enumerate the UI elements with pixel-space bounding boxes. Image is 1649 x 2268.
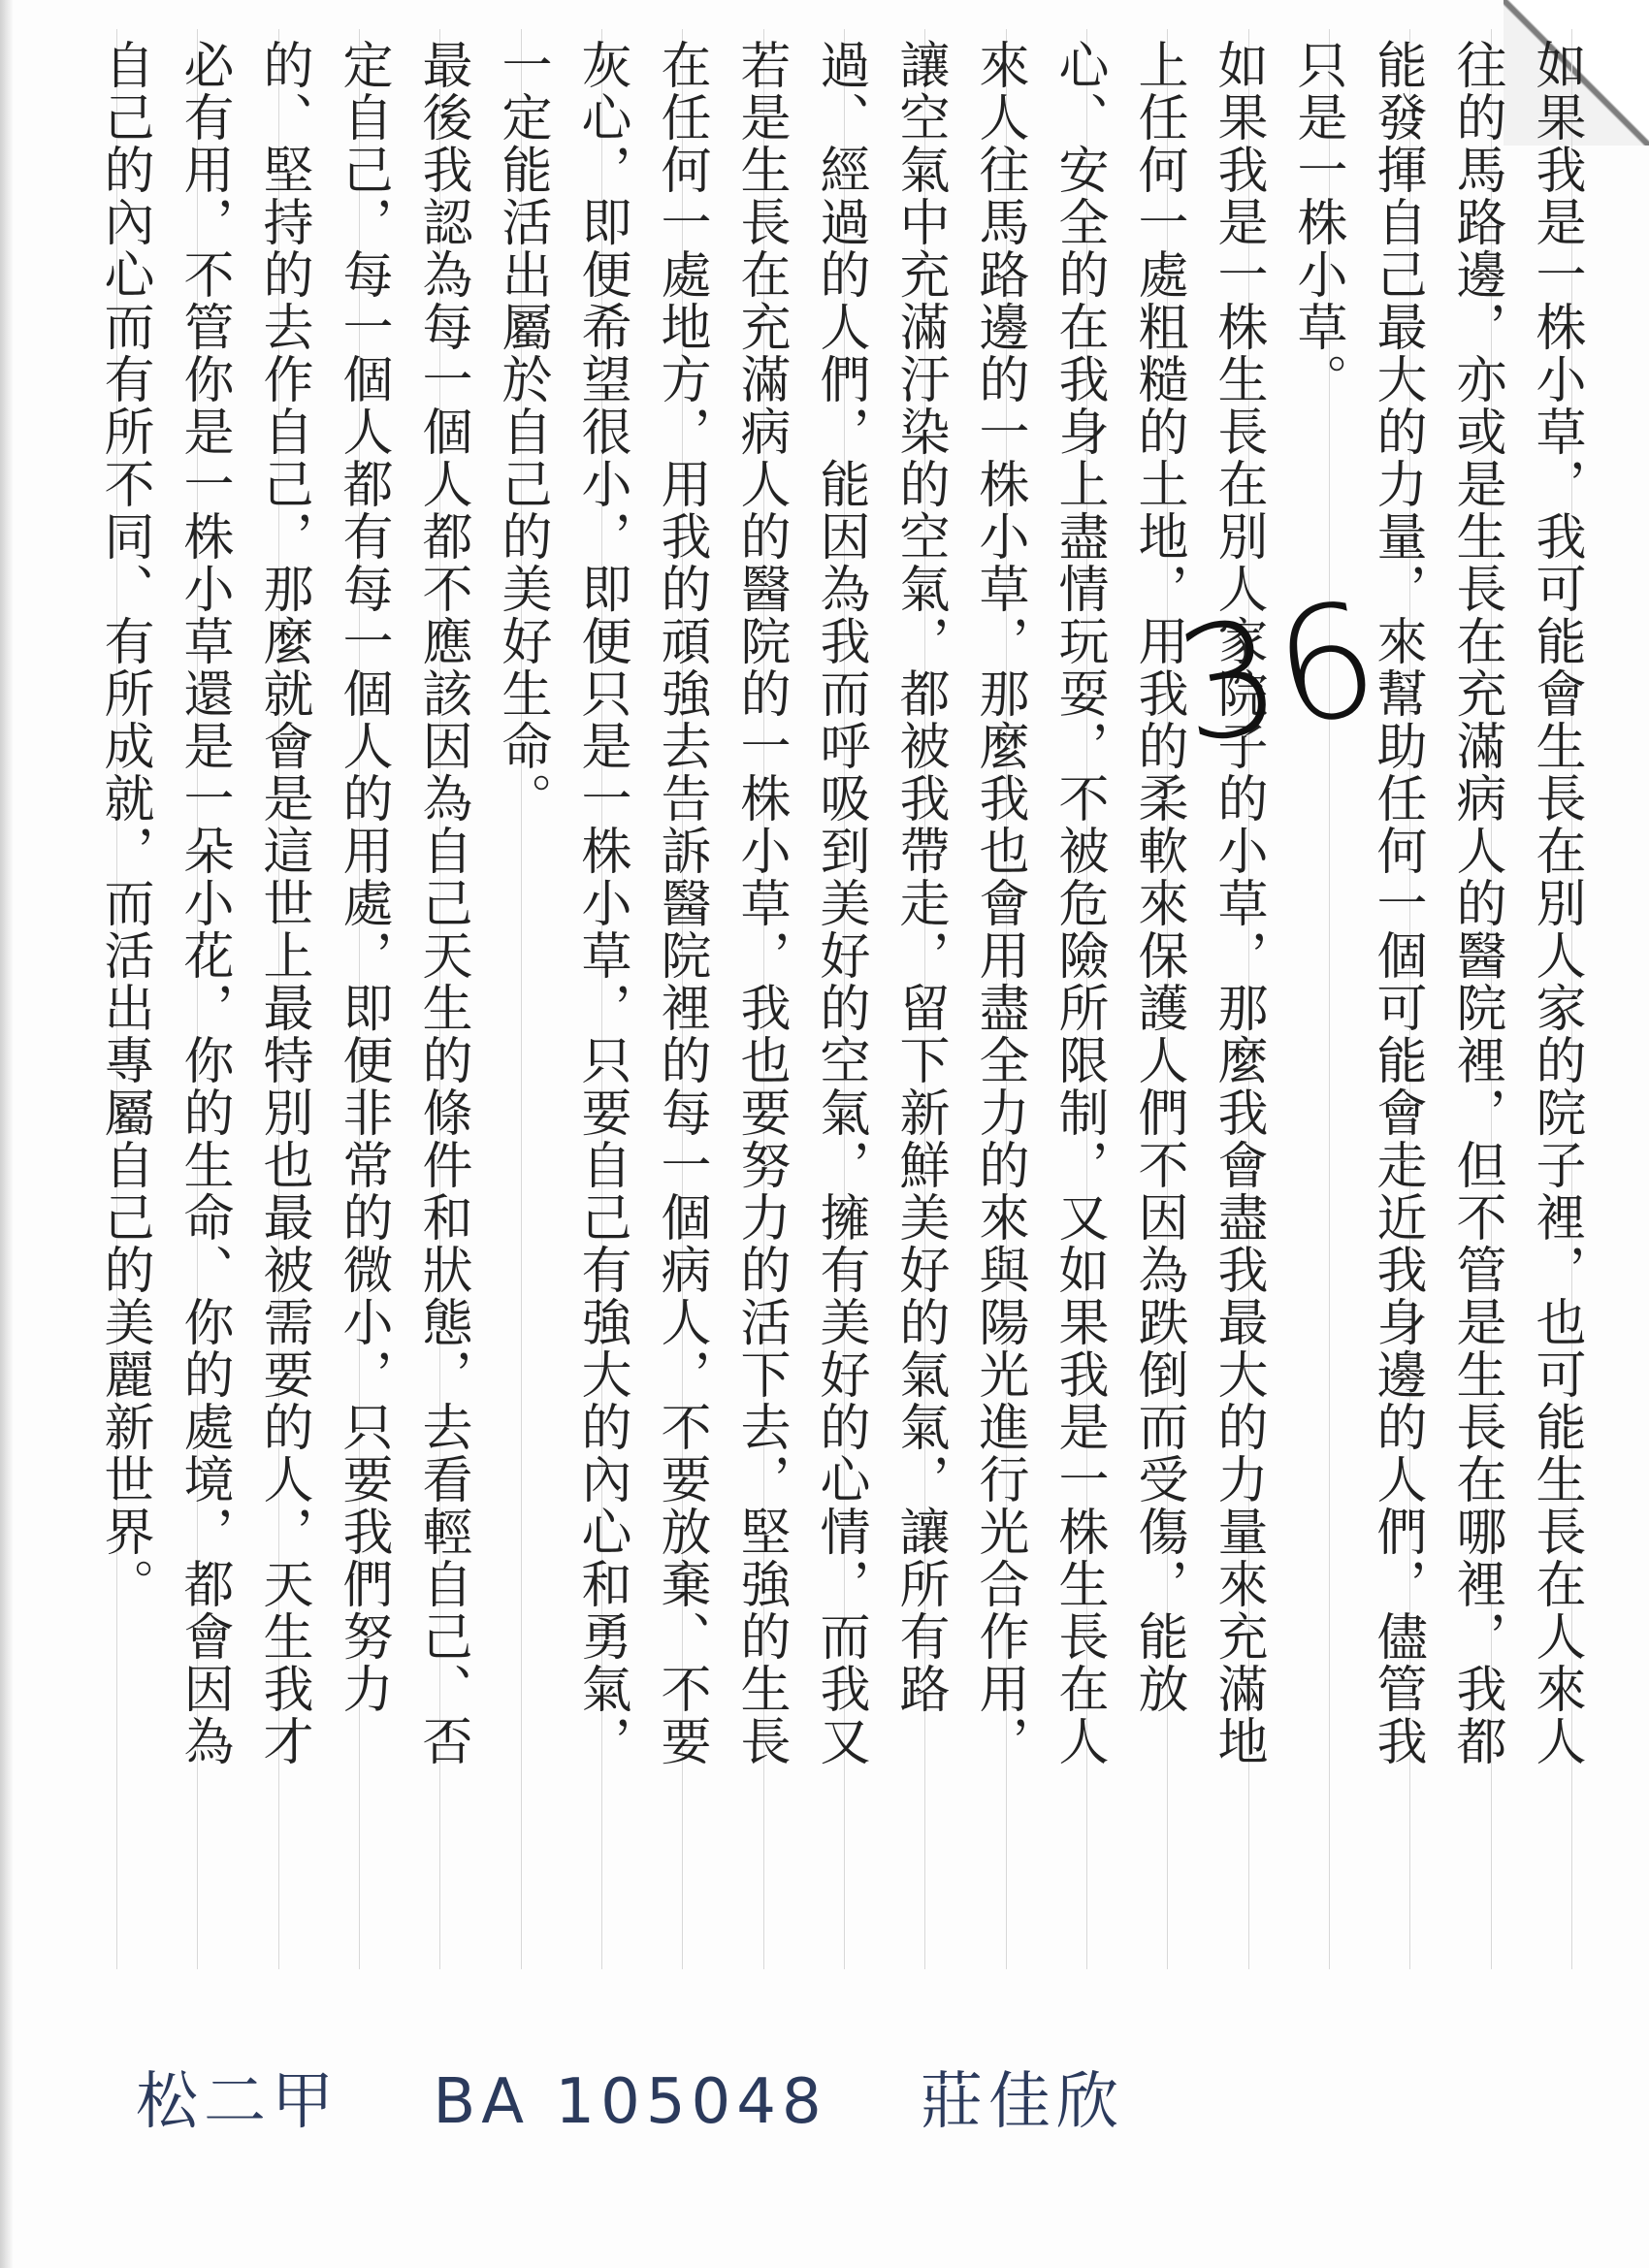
essay-paragraph-2: 如果我是一株生長在別人家院子的小草，那麼我會盡我最大的力量來充滿地上任何一處粗糙的土地，用我的柔軟來保護人們不因為跌倒而受傷，能放心、安全的在我身上盡情玩耍，不被危險所限制，又如果我是一株生長在人來人往馬路邊的一株小草，那麼我也會用盡全力的來與陽光進行光合作用，讓空氣中充滿汙染的空氣，都被我帶走，留下新鮮美好的氣氣，讓所有路過、經過的人們，能因為我而呼吸到美好的空氣，擁有美好的心情，而我又若是生長在充滿病人的醫院的一株小草，我也要努力的活下去，堅強的生長在任何一處地方，用我的頑強去告訴醫院裡的每一個病人，不要放棄、不要灰心，即便希望很小，即便只是一株小草，只要自己有強大的內心和勇氣，一定能活出屬於自己的美好生命。 <box>493 39 1267 1767</box>
student-name: 莊佳欣 <box>921 2066 1125 2138</box>
scan-edge-shadow <box>0 0 14 2268</box>
student-signature <box>136 2052 1192 2141</box>
grade-score: 36 <box>1164 566 1391 780</box>
class-label: 松二甲 <box>136 2066 340 2138</box>
essay-paragraph-3: 最後我認為每一個人都不應該因為自己天生的條件和狀態，去看輕自己、否定自己，每一個人都有每一個人的用處，即便非常的微小，只要我們努力的、堅持的去作自己，那麼就會是這世上最特別也最被需要的人，天生我才必有用，不管你是一株小草還是一朵小花，你的生命、你的處境，都會因為自己的內心而有所不同、有所成就，而活出專屬自己的美麗新世界。 <box>95 39 471 1767</box>
essay-body <box>95 39 1596 1785</box>
student-id: BA 105048 <box>433 2066 827 2138</box>
essay-paragraph-1: 如果我是一株小草，我可能會生長在別人家的院子裡，也可能生長在人來人往的馬路邊，亦或是生長在充滿病人的醫院裡，但不管是生長在哪裡，我都能發揮自己最大的力量，來幫助任何一個可能會走近我身邊的人們，儘管我只是一株小草。 <box>1288 39 1585 1767</box>
